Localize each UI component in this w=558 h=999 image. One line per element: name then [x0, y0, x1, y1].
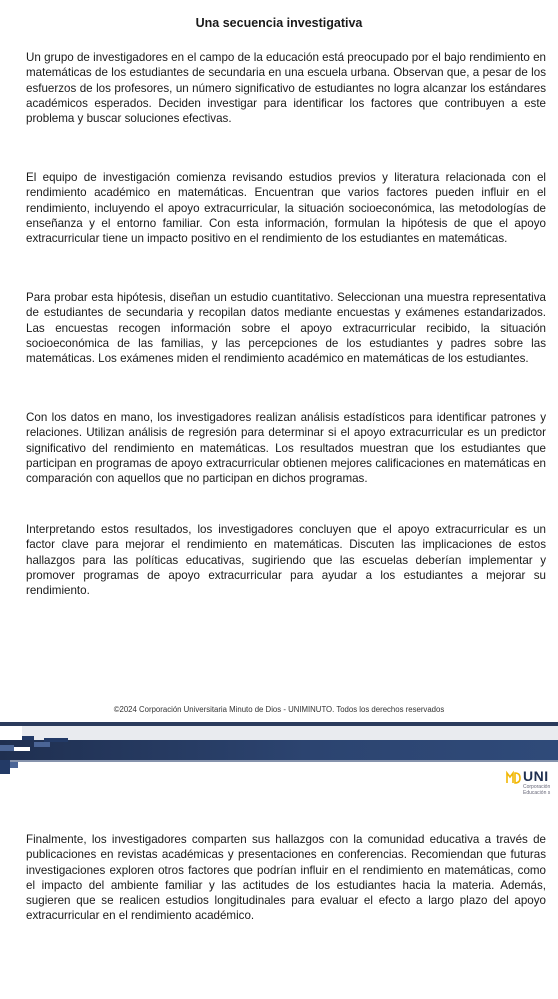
logo-subtitle-line-2: Educación s [523, 790, 551, 796]
document-title: Una secuencia investigativa [195, 16, 363, 30]
paragraph-5: Interpretando estos resultados, los investigadores concluyen que el apoyo extracurricular es un factor clave para mejorar el rendimiento en matemáticas. Discuten las implicaciones de estos hallazgos para las políticas educativas, sugiriendo que las escuelas deberían implementar y promover programas de apoyo extracurricular para ayudar a los estudiantes a mejorar su rendimiento. [26, 523, 546, 598]
footer-band-line [0, 760, 558, 762]
uniminuto-logo [506, 767, 558, 797]
logo-brand-text: UNI [523, 768, 549, 784]
paragraph-3: Para probar esta hipótesis, diseñan un estudio cuantitativo. Seleccionan una muestra representativa de estudiantes de secundaria y recopilan datos mediante encuestas y exámenes estandarizados. Las encuestas recogen información sobre el apoyo extracurricular recibido, la situación socioeconómica de las familias, y las percepciones de los estudiantes y padres sobre las matemáticas. Los exámenes miden el rendimiento académico en matemáticas de los estudiantes. [26, 291, 546, 366]
copyright-footer: ©2024 Corporación Universitaria Minuto de Dios - UNIMINUTO. Todos los derechos reservados [113, 705, 445, 714]
paragraph-1: Un grupo de investigadores en el campo de la educación está preocupado por el bajo rendimiento en matemáticas de los estudiantes de secundaria en una escuela urbana. Observan que, a pesar de los esfuerzos de los profesores, un número significativo de estudiantes no logra alcanzar los estándares académicos esperados. Deciden investigar para identificar los factores que contribuyen a este problema y buscar soluciones efectivas. [26, 51, 546, 126]
logo-subtitle-line-1: Corporación [523, 784, 551, 790]
footer-band-dark [0, 740, 558, 760]
paragraph-4: Con los datos en mano, los investigadores realizan análisis estadísticos para identificar patrones y relaciones. Utilizan análisis de regresión para determinar si el apoyo extracurricular es un predictor significativo del rendimiento en matemáticas. Los resultados muestran que los estudiantes que participan en programas de apoyo extracurricular obtienen mejores calificaciones en matemáticas en comparación con aquellos que no participan en dichos programas. [26, 411, 546, 486]
paragraph-6: Finalmente, los investigadores comparten sus hallazgos con la comunidad educativa a través de publicaciones en revistas académicas y presentaciones en conferencias. Recomiendan que futuras investigaciones exploren otros factores que podrían influir en el rendimiento en matemáticas, como el impacto del ambiente familiar y las actitudes de los estudiantes hacia la materia. Además, sugieren que se realicen estudios longitudinales para evaluar el efecto a largo plazo del apoyo extracurricular en el rendimiento académico. [26, 833, 546, 923]
footer-band-gray [0, 726, 558, 740]
md-logo-icon [506, 770, 521, 785]
paragraph-2: El equipo de investigación comienza revisando estudios previos y literatura relacionada con el rendimiento académico en matemáticas. Encuentran que varios factores pueden influir en el rendimiento, incluyendo el apoyo extracurricular, la situación socioeconómica, las metodologías de enseñanza y el entorno familiar. Con esta información, formulan la hipótesis de que el apoyo extracurricular tiene un impacto positivo en el rendimiento de los estudiantes en matemáticas. [26, 171, 546, 246]
logo-subtitle [523, 784, 550, 796]
